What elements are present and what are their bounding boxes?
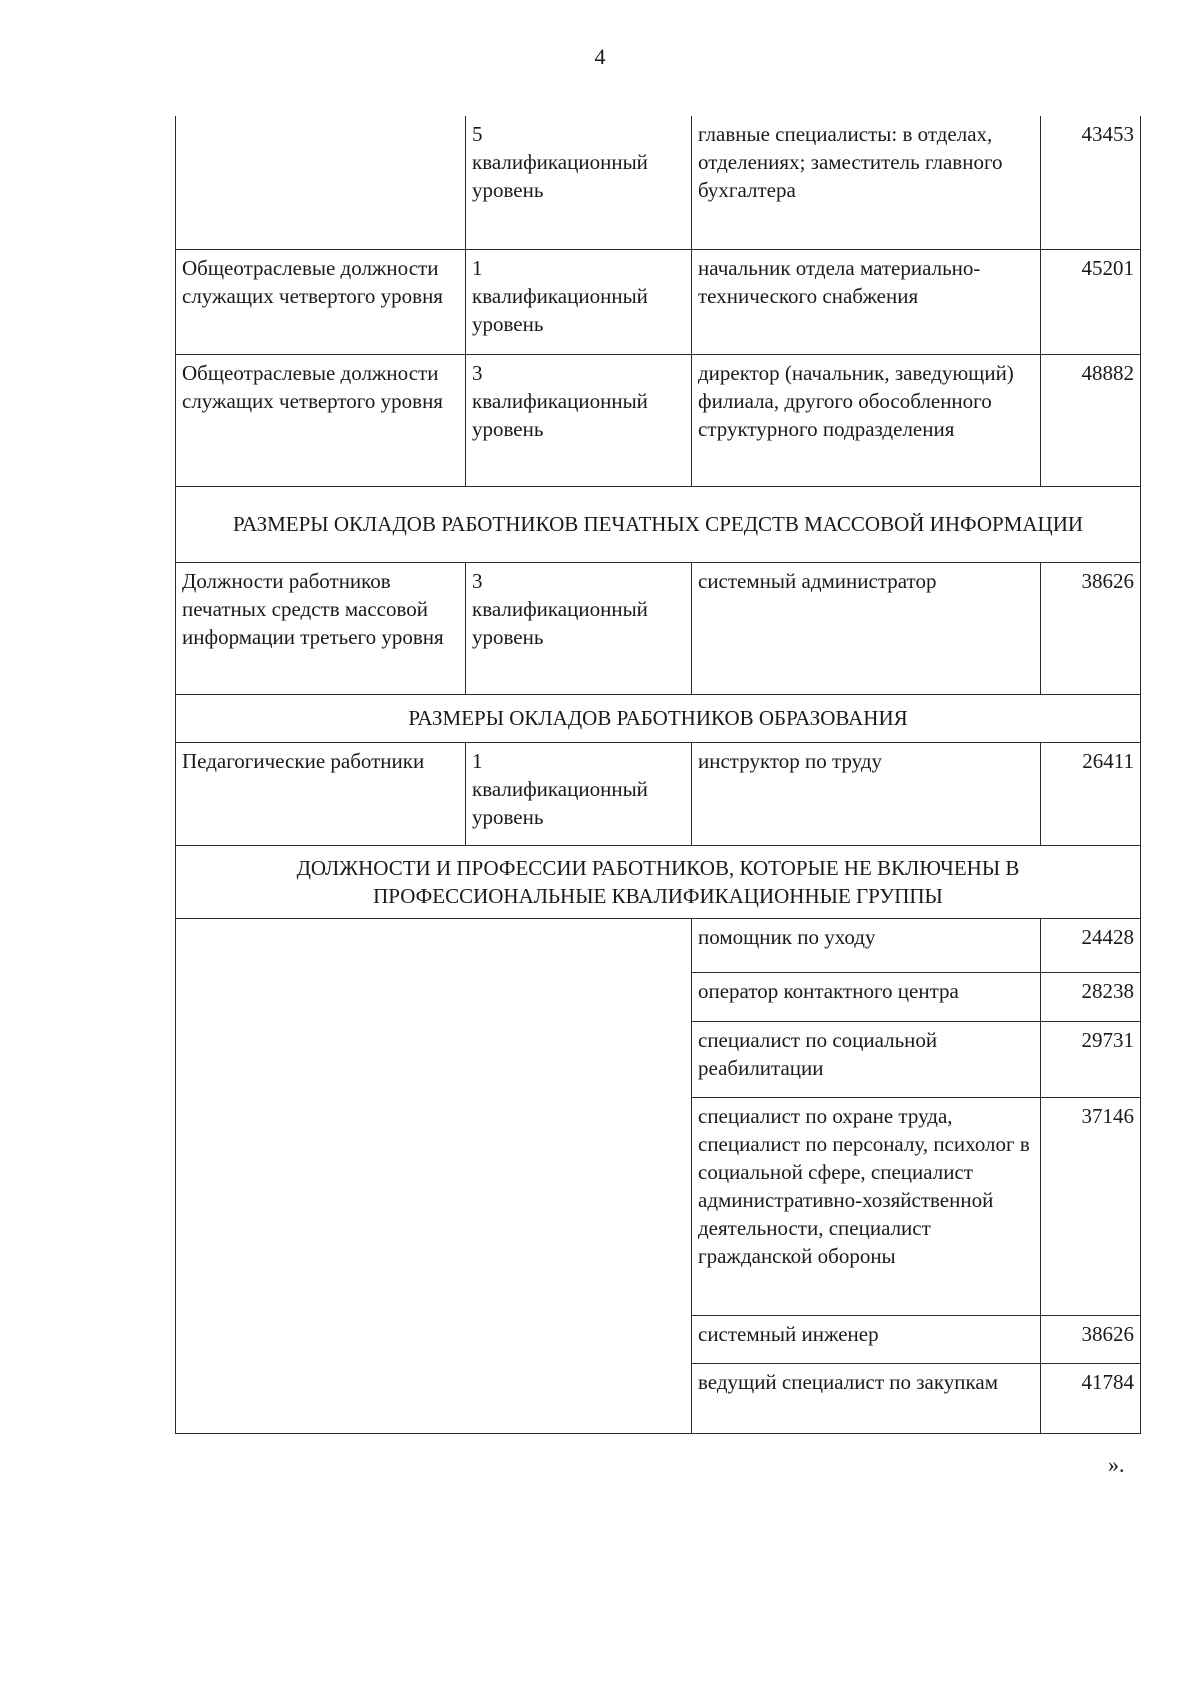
- section-heading: РАЗМЕРЫ ОКЛАДОВ РАБОТНИКОВ ОБРАЗОВАНИЯ: [176, 694, 1141, 742]
- position-cell: специалист по социальной реабилитации: [692, 1021, 1041, 1097]
- group-cell: Педагогические работники: [176, 742, 466, 845]
- section-heading: РАЗМЕРЫ ОКЛАДОВ РАБОТНИКОВ ПЕЧАТНЫХ СРЕДСТВ МАССОВОЙ ИНФОРМАЦИИ: [176, 486, 1141, 562]
- level-cell: 3 квалификационный уровень: [466, 562, 692, 694]
- group-cell: Общеотраслевые должности служащих четвертого уровня: [176, 354, 466, 486]
- table-row: [176, 562, 1141, 694]
- group-cell: [176, 116, 466, 249]
- position-cell: директор (начальник, заведующий) филиала, другого обособленного структурного подразделения: [692, 354, 1041, 486]
- level-cell: 5 квалификационный уровень: [466, 116, 692, 249]
- position-cell: системный инженер: [692, 1315, 1041, 1363]
- level-cell: 1 квалификационный уровень: [466, 249, 692, 354]
- position-cell: ведущий специалист по закупкам: [692, 1363, 1041, 1433]
- position-cell: инструктор по труду: [692, 742, 1041, 845]
- group-cell: Должности работников печатных средств массовой информации третьего уровня: [176, 562, 466, 694]
- position-cell: специалист по охране труда, специалист по персоналу, психолог в социальной сфере, специалист административно-хозяйственной деятельности, специалист гражданской обороны: [692, 1097, 1041, 1315]
- salary-cell: 26411: [1041, 742, 1141, 845]
- section-row: [176, 694, 1141, 742]
- table-row: [176, 354, 1141, 486]
- salary-cell: 38626: [1041, 1315, 1141, 1363]
- section-row: [176, 486, 1141, 562]
- position-cell: системный администратор: [692, 562, 1041, 694]
- closing-quote-mark: ».: [1108, 1452, 1125, 1477]
- position-cell: помощник по уходу: [692, 918, 1041, 972]
- salary-cell: 43453: [1041, 116, 1141, 249]
- salary-table: [175, 116, 1141, 1434]
- table-row: [176, 918, 1141, 972]
- position-cell: начальник отдела материально-технического снабжения: [692, 249, 1041, 354]
- level-cell: 3 квалификационный уровень: [466, 354, 692, 486]
- empty-merged-cell: [176, 918, 692, 1433]
- salary-cell: 37146: [1041, 1097, 1141, 1315]
- group-cell: Общеотраслевые должности служащих четвертого уровня: [176, 249, 466, 354]
- table-row: [176, 116, 1141, 249]
- salary-cell: 48882: [1041, 354, 1141, 486]
- salary-cell: 28238: [1041, 972, 1141, 1021]
- salary-cell: 38626: [1041, 562, 1141, 694]
- salary-cell: 45201: [1041, 249, 1141, 354]
- salary-cell: 24428: [1041, 918, 1141, 972]
- table-row: [176, 249, 1141, 354]
- position-cell: оператор контактного центра: [692, 972, 1041, 1021]
- page-number: 4: [594, 44, 606, 69]
- section-heading: ДОЛЖНОСТИ И ПРОФЕССИИ РАБОТНИКОВ, КОТОРЫЕ НЕ ВКЛЮЧЕНЫ В ПРОФЕССИОНАЛЬНЫЕ КВАЛИФИКАЦИОННЫЕ ГРУППЫ: [176, 845, 1141, 918]
- level-cell: 1 квалификационный уровень: [466, 742, 692, 845]
- section-row: [176, 845, 1141, 918]
- salary-cell: 29731: [1041, 1021, 1141, 1097]
- table-row: [176, 742, 1141, 845]
- salary-cell: 41784: [1041, 1363, 1141, 1433]
- position-cell: главные специалисты: в отделах, отделениях; заместитель главного бухгалтера: [692, 116, 1041, 249]
